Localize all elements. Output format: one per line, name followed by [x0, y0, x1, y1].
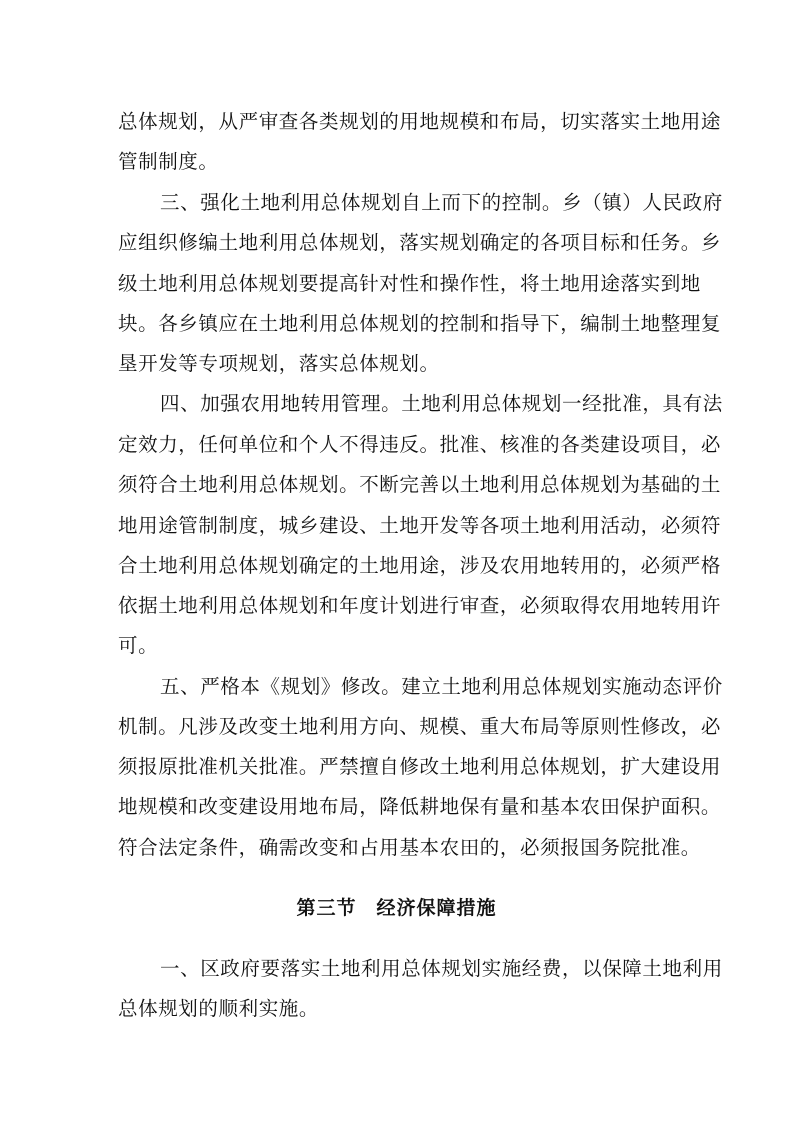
paragraph-line: 合土地利用总体规划确定的土地用途，涉及农用地转用的，必须严格 — [118, 554, 722, 577]
paragraph-line: 三、强化土地利用总体规划自上而下的控制。乡（镇）人民政府 — [160, 191, 723, 214]
paragraph-line: 管制制度。 — [118, 150, 219, 173]
paragraph-line: 地规模和改变建设用地布局，降低耕地保有量和基本农田保护面积。 — [118, 795, 722, 818]
paragraph-line: 须报原批准机关批准。严禁擅自修改土地利用总体规划，扩大建设用 — [118, 755, 722, 778]
paragraph-line: 须符合土地利用总体规划。不断完善以土地利用总体规划为基础的土 — [118, 473, 722, 496]
paragraph-line: 块。各乡镇应在土地利用总体规划的控制和指导下，编制土地整理复 — [118, 312, 722, 335]
paragraph-line: 应组织修编土地利用总体规划，落实规划确定的各项目标和任务。乡 — [118, 231, 722, 254]
paragraph-line: 总体规划，从严审查各类规划的用地规模和布局，切实落实土地用途 — [118, 110, 722, 133]
paragraph-line: 可。 — [118, 634, 159, 657]
paragraph-line: 一、区政府要落实土地利用总体规划实施经费，以保障土地利用 — [160, 957, 723, 980]
paragraph-line: 符合法定条件，确需改变和占用基本农田的，必须报国务院批准。 — [118, 836, 701, 859]
paragraph-line: 五、严格本《规划》修改。建立土地利用总体规划实施动态评价 — [160, 675, 723, 698]
paragraph-line: 总体规划的顺利实施。 — [118, 997, 320, 1020]
paragraph-line: 垦开发等专项规划，落实总体规划。 — [118, 352, 440, 375]
paragraph-line: 机制。凡涉及改变土地利用方向、规模、重大布局等原则性修改，必 — [118, 715, 722, 738]
paragraph-line: 地用途管制制度，城乡建设、土地开发等各项土地利用活动，必须符 — [118, 514, 722, 537]
paragraph-line: 定效力，任何单位和个人不得违反。批准、核准的各类建设项目，必 — [118, 433, 722, 456]
paragraph-line: 依据土地利用总体规划和年度计划进行审查，必须取得农用地转用许 — [118, 594, 722, 617]
paragraph-line: 四、加强农用地转用管理。土地利用总体规划一经批准，具有法 — [160, 392, 723, 415]
section-heading: 第三节 经济保障措施 — [296, 897, 497, 919]
paragraph-line: 级土地利用总体规划要提高针对性和操作性，将土地用途落实到地 — [118, 272, 701, 295]
